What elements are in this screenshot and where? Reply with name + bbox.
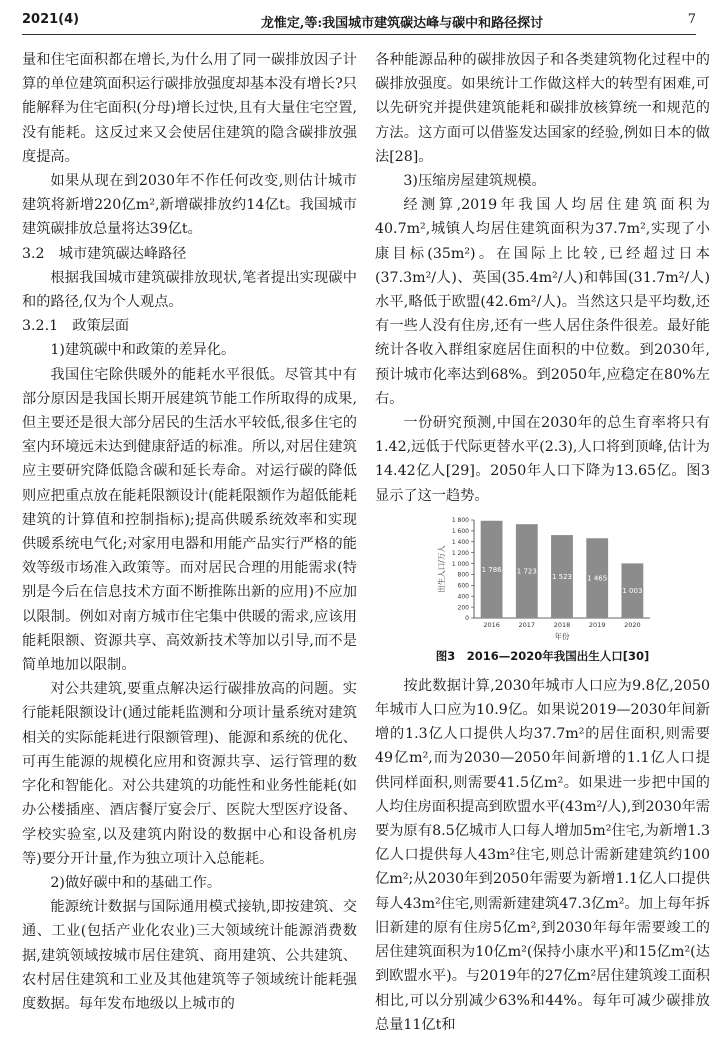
birth-population-chart xyxy=(428,514,658,644)
right-column xyxy=(375,48,710,1037)
y-tick-label: 400 xyxy=(457,593,469,601)
subsection-heading: 3.2.1 政策层面 xyxy=(22,318,130,335)
y-tick-label: 1 400 xyxy=(451,538,469,546)
journal-issue: 2021(4) xyxy=(22,12,80,27)
paragraph: 我国住宅除供暖外的能耗水平很低。尽管其中有部分原因是我国长期开展建筑节能工作所取得的成果,但主要还是很大部分居民的生活水平较低,很多住宅的室内环境远未达到健康舒适的标准。所以,对居住建筑应主要研究降低隐含碳和延长寿命。对运行碳的降低则应把重点放在能耗限额设计(能耗限额作为超低能耗建筑的计算值和控制指标);提高供暖系统效率和实现供暖系统电气化;对家用电器和用能产品实行严格的能效等级市场准入政策等。而对居民合理的用能需求(特别是今后在信息技术方面不断推陈出新的应用)不应加以限制。例如对南方城市住宅集中供暖的需求,应该用能耗限额、资源共享、高效新技术等加以引导,而不是简单地加以限制。 xyxy=(22,366,357,674)
list-item-heading: 2)做好碳中和的基础工作。 xyxy=(50,874,222,891)
paragraph: 根据我国城市建筑碳排放现状,笔者提出实现碳中和的路径,仅为个人观点。 xyxy=(22,269,357,311)
running-title: 龙惟定,等:我国城市建筑碳达峰与碳中和路径探讨 xyxy=(260,16,544,31)
x-tick-label: 2019 xyxy=(588,620,605,629)
paragraph: 各种能源品种的碳排放因子和各类建筑物化过程中的碳排放强度。如果统计工作做这样大的转型有困难,可以先研究并提供建筑能耗和碳排放核算统一和规范的方法。这方面可以借鉴发达国家的经验,例如日本的做法[28]。 xyxy=(375,52,710,165)
bar-value-label: 1 723 xyxy=(516,567,537,576)
figure-3 xyxy=(375,514,710,664)
list-item-heading: 1)建筑碳中和政策的差异化。 xyxy=(50,342,236,359)
bar-value-label: 1 786 xyxy=(481,565,502,574)
y-tick-label: 1 000 xyxy=(451,560,469,568)
y-tick-label: 1 200 xyxy=(451,549,469,557)
y-tick-label: 800 xyxy=(457,571,469,579)
x-tick-label: 2017 xyxy=(518,620,535,629)
paragraph: 量和住宅面积都在增长,为什么用了同一碳排放因子计算的单位建筑面积运行碳排放强度却基本没有增长?只能解释为住宅面积(分母)增长过快,且有大量住宅空置,没有能耗。这反过来又会使居住建筑的隐含碳排放强度提高。 xyxy=(22,52,357,165)
bar-value-label: 1 523 xyxy=(551,572,572,581)
x-axis-title: 年份 xyxy=(554,631,569,641)
chart-bars xyxy=(480,521,643,618)
left-column xyxy=(22,48,357,1016)
paragraph: 按此数据计算,2030年城市人口应为9.8亿,2050年城市人口应为10.9亿。如果说2019—2030年间新增的1.3亿人口提供人均37.7m²的居住面积,则需要49亿m²,而为2030—2050年间新增的1.1亿人口提供同样面积,则需要41.5亿m²。如果进一步把中国的人均住房面积提高到欧盟水平(43m²/人),到2030年需要为原有8.5亿城市人口每人增加5m²住宅,为新增1.3亿人口提供每人43m²住宅,则总计需新建建筑约100亿m²;从2030年到2050年需要为新增1.1亿人口提供每人43m²住宅,则需新建建筑47.3亿m²。加上每年拆旧新建的原有住房5亿m²,到2030年每年需要竣工的居住建筑面积为10亿m²(保持小康水平)和15亿m²(达到欧盟水平)。与2019年的27亿m²居住建筑竣工面积相比,可以分别减少63%和44%。每年可减少碳排放总量11亿t和 xyxy=(375,677,710,1033)
y-tick-label: 0 xyxy=(464,615,469,623)
y-tick-label: 600 xyxy=(457,582,469,590)
x-tick-label: 2018 xyxy=(553,620,570,629)
x-tick-label: 2016 xyxy=(482,620,500,629)
bar-value-label: 1 003 xyxy=(621,587,642,596)
page-header xyxy=(22,8,696,35)
list-item-heading: 3)压缩房屋建筑规模。 xyxy=(403,173,546,190)
figure-caption: 图3 2016—2020年我国出生人口[30] xyxy=(435,648,650,663)
chart-labels xyxy=(436,517,642,641)
page-number: 7 xyxy=(687,12,696,27)
bar-value-label: 1 465 xyxy=(586,574,607,583)
paragraph: 一份研究预测,中国在2030年的总生育率将只有1.42,远低于代际更替水平(2.3),人口将到顶峰,估计为14.42亿人[29]。2050年人口下降为13.65亿。图3显示了这一趋势。 xyxy=(375,415,710,504)
paragraph: 能源统计数据与国际通用模式接轨,即按建筑、交通、工业(包括产业化农业)三大领域统计能源消费数据,建筑领域按城市居住建筑、商用建筑、公共建筑、农村居住建筑和工业及其他建筑等子领域统计能耗强度数据。每年发布地级以上城市的 xyxy=(22,899,357,1012)
y-axis-title: 出生人口/万人 xyxy=(436,545,446,593)
paragraph: 经测算,2019年我国人均居住建筑面积为40.7m²,城镇人均居住建筑面积为37.7m²,实现了小康目标(35m²)。在国际上比较,已经超过日本(37.3m²/人)、英国(35.4m²/人)和韩国(31.7m²/人)水平,略低于欧盟(42.6m²/人)。当然这只是平均数,还有一些人没有住房,还有一些人居住条件很差。最好能统计各收入群组家庭居住面积的中位数。到2030年,预计城市化率达到68%。到2050年,应稳定在80%左右。 xyxy=(375,197,710,407)
paragraph: 对公共建筑,要重点解决运行碳排放高的问题。实行能耗限额设计(通过能耗监测和分项计量系统对建筑相关的实际能耗进行限额管理)、能源和系统的优化、可再生能源的规模化应用和资源共享、运行管理的数字化和智能化。对公共建筑的功能性和业务性能耗(如办公楼插座、酒店餐厅宴会厅、医院大型医疗设备、学校实验室,以及建筑内附设的数据中心和设备机房等)要分开计量,作为独立项计入总能耗。 xyxy=(22,681,357,867)
paragraph: 如果从现在到2030年不作任何改变,则估计城市建筑将新增220亿m²,新增碳排放约14亿t。我国城市建筑碳排放总量将达39亿t。 xyxy=(22,173,357,238)
y-tick-label: 1 600 xyxy=(451,527,469,535)
x-tick-label: 2020 xyxy=(623,620,641,629)
y-tick-label: 200 xyxy=(457,604,469,612)
y-tick-label: 1 800 xyxy=(451,517,469,525)
section-heading: 3.2 城市建筑碳达峰路径 xyxy=(22,245,187,262)
